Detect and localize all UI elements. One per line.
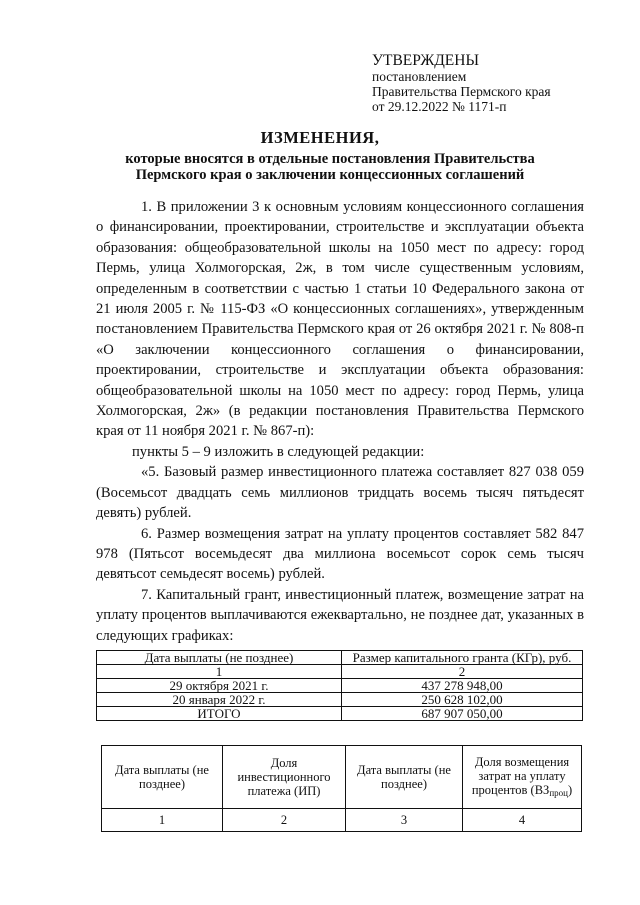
table-cell: 3	[346, 809, 463, 832]
table-header-cell: Дата выплаты (не позднее)	[346, 746, 463, 809]
table-header-cell: Дата выплаты (не позднее)	[97, 651, 342, 665]
table-cell: 687 907 050,00	[342, 707, 583, 721]
subscript-text: проц	[549, 787, 568, 798]
table-cell: ИТОГО	[97, 707, 342, 721]
table-cell: 1	[102, 809, 223, 832]
capital-grant-table	[96, 650, 583, 721]
document-subtitle	[60, 151, 600, 183]
table-number-row	[97, 665, 583, 679]
document-title: ИЗМЕНЕНИЯ,	[260, 128, 380, 147]
table-cell: 20 января 2022 г.	[97, 693, 342, 707]
table-row	[97, 679, 583, 693]
paragraph-5: 7. Капитальный грант, инвестиционный платеж, возмещение затрат на уплату процентов выплачиваются ежеквартально, не позднее дат, указанных в следующих графиках:	[96, 586, 584, 644]
paragraph-1: 1. В приложении 3 к основным условиям концессионного соглашения о финансировании, проектировании, строительстве и эксплуатации объекта образования: общеобразовательной школы на 1050 мест по адресу: город Пермь, улица Холмогорская, 2ж, в том числе существенным условиям, определенным в соответствии с частью 1 статьи 10 Федерального закона от 21 июля 2005 г. № 115-ФЗ «О концессионных соглашениях», утвержденным постановлением Правительства Пермского края от 26 октября 2021 г. № 808-п «О заключении концессионного соглашения о финансировании, проектировании, строительстве и эксплуатации объекта образования: общеобразовательной школы на 1050 мест по адресу: город Пермь, улица Холмогорская, 2ж» (в редакции постановления Правительства Пермского края от 11 ноября 2021 г. № 867-п):	[96, 199, 584, 440]
paragraph-4: 6. Размер возмещения затрат на уплату процентов составляет 582 847 978 (Пятьсот восемьдесят два миллиона восемьсот сорок семь тысяч девятьсот семьдесят восемь) рублей.	[96, 525, 584, 583]
approval-heading: УТВЕРЖДЕНЫ	[372, 52, 479, 69]
table-cell: 1	[97, 665, 342, 679]
table-header-row	[102, 746, 582, 809]
approval-line: постановлением	[372, 69, 467, 84]
document-body	[96, 197, 584, 646]
table-cell: 29 октября 2021 г.	[97, 679, 342, 693]
approval-line: Правительства Пермского края	[372, 84, 551, 99]
table-header-cell: Дата выплаты (не позднее)	[102, 746, 223, 809]
table-cell: 250 628 102,00	[342, 693, 583, 707]
table-cell: 2	[223, 809, 346, 832]
table-header-cell: Размер капитального гранта (КГр), руб.	[342, 651, 583, 665]
subtitle-line: Пермского края о заключении концессионных соглашений	[135, 167, 525, 183]
paragraph-3: «5. Базовый размер инвестиционного платежа составляет 827 038 059 (Восемьсот двадцать семь миллионов тридцать восемь тысяч пятьдесят девять) рублей.	[96, 464, 584, 522]
table-row	[97, 693, 583, 707]
paragraph-2: пункты 5 – 9 изложить в следующей редакции:	[132, 443, 425, 460]
table-header-cell	[463, 746, 582, 809]
subtitle-line: которые вносятся в отдельные постановления Правительства	[125, 151, 535, 167]
header-text: Доля возмещения затрат на уплату процентов (ВЗ	[471, 754, 570, 797]
header-text: )	[567, 782, 573, 797]
table-cell: 2	[342, 665, 583, 679]
table-header-cell: Доля инвестиционного платежа (ИП)	[223, 746, 346, 809]
approval-line: от 29.12.2022 № 1171-п	[372, 99, 507, 114]
table-cell: 4	[463, 809, 582, 832]
table-header-row	[97, 651, 583, 665]
payment-schedule-table	[101, 745, 582, 832]
approval-stamp	[372, 52, 622, 114]
table-cell: 437 278 948,00	[342, 679, 583, 693]
table-number-row	[102, 809, 582, 832]
table-total-row	[97, 707, 583, 721]
